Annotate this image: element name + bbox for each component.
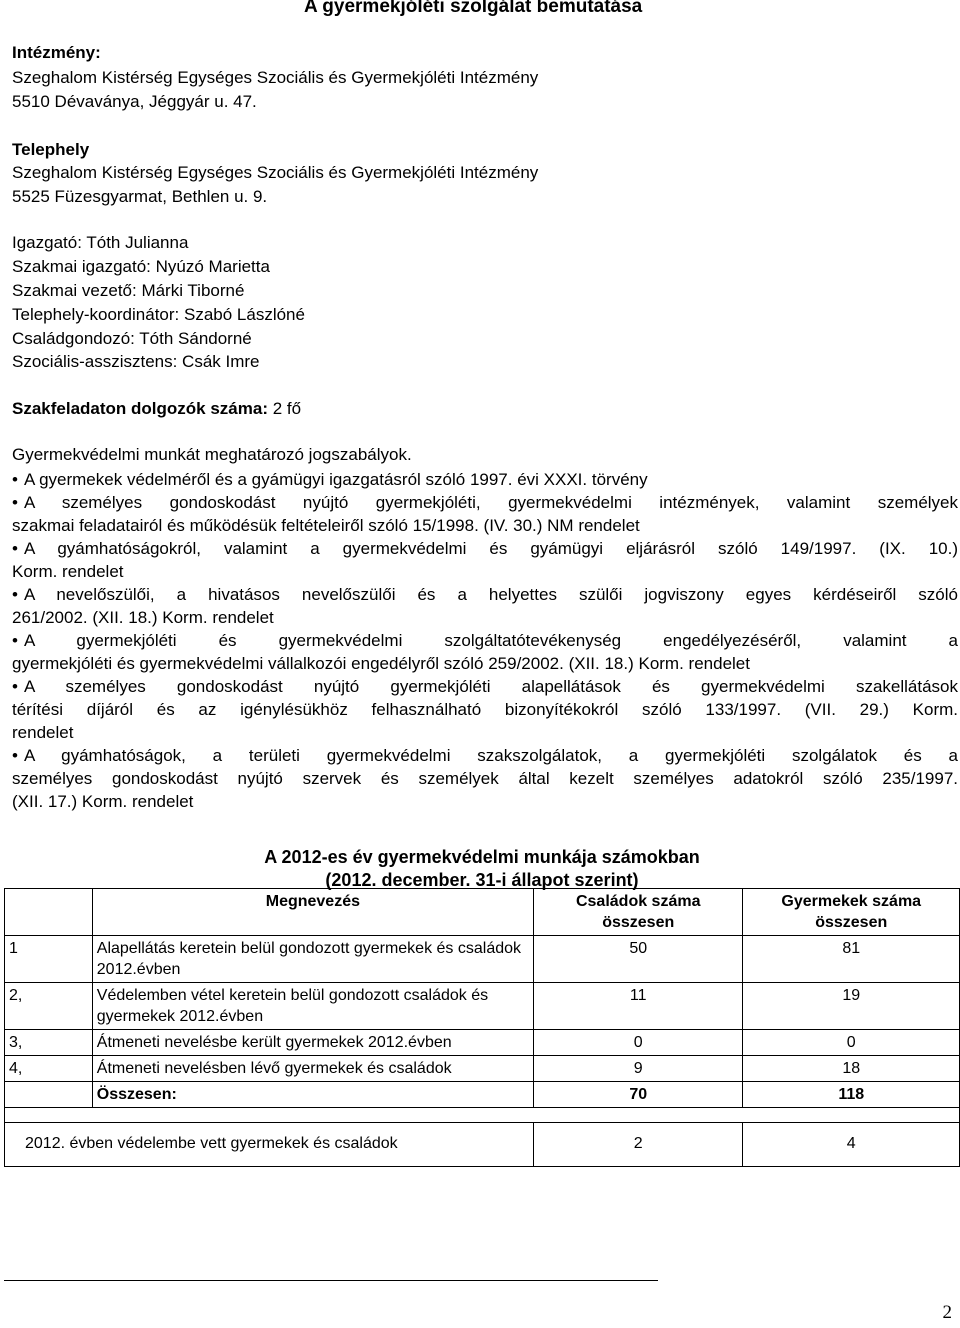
- law-item-continuation: (XII. 17.) Korm. rendelet: [12, 792, 194, 811]
- law-item: • A nevelőszülői, a hivatásos nevelőszülői és a helyettes szülői jogviszony egyes kérdéseiről szóló: [12, 585, 958, 604]
- table-row: [5, 1056, 960, 1082]
- row-families: 0: [533, 1030, 742, 1056]
- bullet-icon: •: [12, 746, 18, 765]
- page-number: 2: [942, 1302, 952, 1323]
- table-protected-row: [5, 1123, 960, 1167]
- bullet-icon: •: [12, 493, 18, 512]
- row-children: 19: [743, 983, 960, 1030]
- bullet-icon: •: [12, 585, 18, 604]
- law-item-continuation: Korm. rendelet: [12, 562, 124, 581]
- staff-family-caregiver: Családgondozó: Tóth Sándorné: [12, 329, 252, 348]
- table-row: [5, 983, 960, 1030]
- law-item: • A gyermekjóléti és gyermekvédelmi szolgáltatótevékenység engedélyezéséről, valamint a: [12, 631, 958, 650]
- row-number: 1: [5, 936, 93, 983]
- stats-title: A 2012-es év gyermekvédelmi munkája számokban: [264, 847, 700, 867]
- stats-subtitle: (2012. december. 31-i állapot szerint): [325, 870, 639, 890]
- law-item-continuation: rendelet: [12, 723, 74, 742]
- laws-heading: Gyermekvédelmi munkát meghatározó jogszabályok.: [12, 445, 412, 464]
- law-item: • A személyes gondoskodást nyújtó gyermekjóléti, gyermekvédelmi intézmények, valamint személyek: [12, 493, 958, 512]
- institution-label: Intézmény:: [12, 43, 101, 62]
- row-number: 2,: [5, 983, 93, 1030]
- law-item-continuation: térítési díjáról és az igénylésükhöz felhasználható bizonyítékokról szóló 133/1997. (VII. 29.) Korm.: [12, 700, 958, 719]
- site-name: Szeghalom Kistérség Egységes Szociális és Gyermekjóléti Intézmény: [12, 163, 539, 182]
- protected-label: 2012. évben védelembe vett gyermekek és családok: [5, 1123, 534, 1167]
- row-name: Alapellátás keretein belül gondozott gyermekek és családok 2012.évben: [92, 936, 533, 983]
- column-header: [5, 889, 93, 936]
- law-item: • A személyes gondoskodást nyújtó gyermekjóléti alapellátások és gyermekvédelmi szakellátások: [12, 677, 958, 696]
- bullet-icon: •: [12, 677, 18, 696]
- law-item-continuation: 261/2002. (XII. 18.) Korm. rendelet: [12, 608, 274, 627]
- column-header: Családok száma összesen: [533, 889, 742, 936]
- row-children: 18: [743, 1056, 960, 1082]
- staff-count: [12, 398, 301, 420]
- protected-families: 2: [533, 1123, 742, 1167]
- table-header-row: [5, 889, 960, 936]
- institution-address: 5510 Dévaványa, Jéggyár u. 47.: [12, 92, 257, 111]
- law-item: • A gyermekek védelméről és a gyámügyi igazgatásról szóló 1997. évi XXXI. törvény: [12, 470, 648, 489]
- staff-professional-director: Szakmai igazgató: Nyúzó Marietta: [12, 257, 270, 276]
- column-header: Megnevezés: [92, 889, 533, 936]
- footnote-divider: [4, 1280, 658, 1281]
- row-families: 9: [533, 1056, 742, 1082]
- total-families: 70: [533, 1082, 742, 1108]
- stats-table: [4, 888, 960, 1167]
- table-total-row: [5, 1082, 960, 1108]
- law-item-continuation: személyes gondoskodást nyújtó szervek és személyek által kezelt személyes adatokról szóló 235/1997.: [12, 769, 958, 788]
- table-row: [5, 936, 960, 983]
- laws-list: [12, 468, 958, 813]
- staff-social-assistant: Szociális-asszisztens: Csák Imre: [12, 352, 260, 371]
- row-children: 0: [743, 1030, 960, 1056]
- bullet-icon: •: [12, 470, 18, 489]
- law-item: • A gyámhatóságok, a területi gyermekvédelmi szakszolgálatok, a gyermekjóléti szolgálatok és a: [12, 746, 958, 765]
- row-number: 4,: [5, 1056, 93, 1082]
- table-row: [5, 1030, 960, 1056]
- staff-count-label: Szakfeladaton dolgozók száma:: [12, 399, 268, 418]
- staff-site-coordinator: Telephely-koordinátor: Szabó Lászlóné: [12, 305, 305, 324]
- bullet-icon: •: [12, 631, 18, 650]
- site-address: 5525 Füzesgyarmat, Bethlen u. 9.: [12, 187, 268, 206]
- row-children: 81: [743, 936, 960, 983]
- institution-name: Szeghalom Kistérség Egységes Szociális és Gyermekjóléti Intézmény: [12, 68, 539, 87]
- staff-director: Igazgató: Tóth Julianna: [12, 233, 189, 252]
- protected-children: 4: [743, 1123, 960, 1167]
- row-families: 50: [533, 936, 742, 983]
- law-item-continuation: szakmai feladatairól és működésük feltételeiről szóló 15/1998. (IV. 30.) NM rendelet: [12, 516, 640, 535]
- row-families: 11: [533, 983, 742, 1030]
- row-number: 3,: [5, 1030, 93, 1056]
- row-name: Védelemben vétel keretein belül gondozott családok és gyermekek 2012.évben: [92, 983, 533, 1030]
- staff-professional-lead: Szakmai vezető: Márki Tiborné: [12, 281, 245, 300]
- row-name: Átmeneti nevelésbe került gyermekek 2012.évben: [92, 1030, 533, 1056]
- column-header: Gyermekek száma összesen: [743, 889, 960, 936]
- total-children: 118: [743, 1082, 960, 1108]
- site-label: Telephely: [12, 140, 90, 159]
- law-item: • A gyámhatóságokról, valamint a gyermekvédelmi és gyámügyi eljárásról szóló 149/1997. (IX. 10.): [12, 539, 958, 558]
- row-name: Átmeneti nevelésben lévő gyermekek és családok: [92, 1056, 533, 1082]
- staff-count-value: 2 fő: [272, 399, 302, 418]
- bullet-icon: •: [12, 539, 18, 558]
- page-title: A gyermekjóléti szolgálat bemutatása: [304, 0, 643, 17]
- total-label: Összesen:: [92, 1082, 533, 1108]
- law-item-continuation: gyermekjóléti és gyermekvédelmi vállalkozói engedélyről szóló 259/2002. (XII. 18.) Korm. rendelet: [12, 654, 750, 673]
